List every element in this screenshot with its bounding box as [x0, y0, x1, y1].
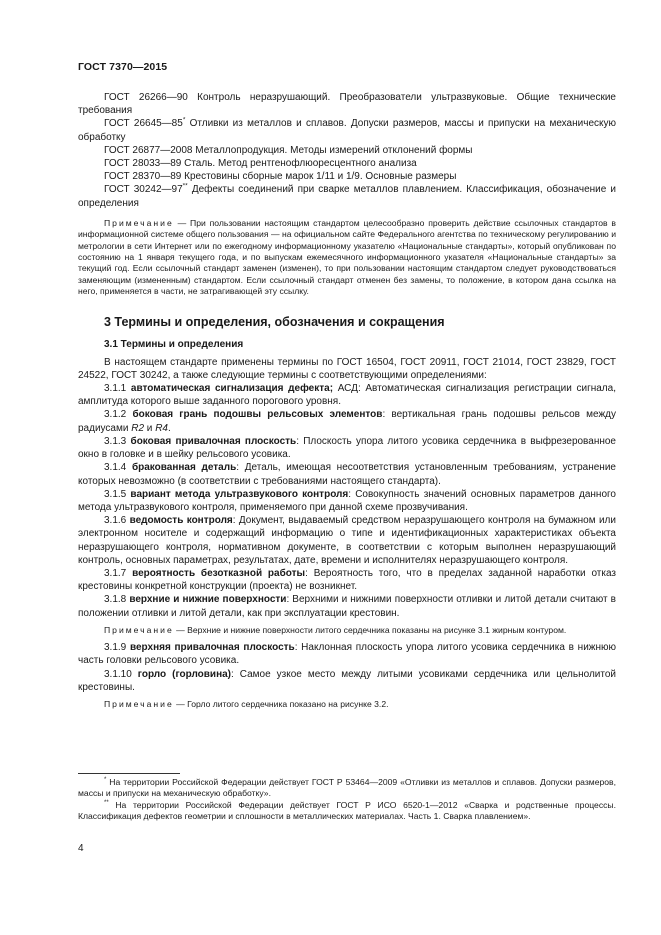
intro-paragraph: В настоящем стандарте применены термины по ГОСТ 16504, ГОСТ 20911, ГОСТ 21014, ГОСТ 23829, ГОСТ 24522, ГОСТ 30242, а также следующие термины с соответствующими определениями: [78, 356, 616, 381]
note-paragraph: Примечание — Горло литого сердечника показано на рисунке 3.2. [104, 698, 389, 709]
term-definition: 3.1.2 боковая грань подошвы рельсовых элементов: вертикальная грань подошвы рельсов между радиусами R2 и R4. [78, 409, 616, 434]
footnote: ** На территории Российской Федерации действует ГОСТ Р ИСО 6520-1—2012 «Сварка и родственные процессы. Классификация дефектов геометрии и сплошности в металлических материалах. Часть 1. Сварка плавлением». [78, 799, 616, 822]
footnote: * На территории Российской Федерации действует ГОСТ Р 53464—2009 «Отливки из металлов и сплавов. Допуски размеров, массы и припуски на механическую обработку». [78, 777, 616, 799]
note-paragraph: Примечание — При пользовании настоящим стандартом целесообразно проверить действие ссылочных стандартов в информационной системе общего пользования — на официальном сайте Федерального агентства по техническому регулированию и метрологии в сети Интернет или по ежегодному информационному указателю «Национальные стандарты», который опубликован по состоянию на 1 января текущего года, и по выпускам ежемесячного информационного указателя «Национальные стандарты» за текущий год. Если ссылочный стандарт заменен (изменен), то при пользовании настоящим стандартом следует руководствоваться заменяющим (измененным) стандартом. Если ссылочный стандарт отменен без замены, то положение, в котором дана ссылка на него, применяется в части, не затрагивающей эту ссылку. [78, 217, 616, 297]
term-definition: 3.1.10 горло (горловина): Самое узкое место между литыми усовиками сердечника или цельнолитой крестовины. [78, 668, 616, 693]
reference-item: ГОСТ 26645—85* Отливки из металлов и сплавов. Допуски размеров, массы и припуски на механическую обработку [78, 117, 616, 143]
reference-item: ГОСТ 26877—2008 Металлопродукция. Методы измерений отклонений формы [104, 144, 473, 156]
page-content [78, 91, 616, 710]
reference-item: ГОСТ 26266—90 Контроль неразрушающий. Преобразователи ультразвуковые. Общие технические требования [78, 92, 616, 117]
reference-item: ГОСТ 28370—89 Крестовины сборные марок 1/11 и 1/9. Основные размеры [104, 171, 457, 183]
document-header: ГОСТ 7370—2015 [78, 61, 168, 73]
footnote-mark: * [182, 117, 186, 125]
section-title: 3 Термины и определения, обозначения и сокращения [104, 314, 445, 329]
footnotes [78, 777, 616, 823]
footnote-divider [78, 773, 180, 774]
page-number: 4 [78, 843, 84, 854]
term-definition: 3.1.3 боковая привалочная плоскость: Плоскость упора литого усовика сердечника в выфрезерованное окно в головке и в шейку рельсового усовика. [78, 435, 616, 461]
footnote-mark: ** [182, 183, 188, 191]
term-definition: 3.1.7 вероятность безотказной работы: Вероятность того, что в пределах заданной наработки отказ крестовины конкретной конструкции (проекта) не возникнет. [78, 567, 616, 593]
term-definition: 3.1.5 вариант метода ультразвукового контроля: Совокупность значений основных параметров данного метода ультразвукового контроля, применяемого при данной схеме прозвучивания. [78, 488, 616, 513]
term-definition: 3.1.6 ведомость контроля: Документ, выдаваемый средством неразрушающего контроля на бумажном или электронном носителе и содержащий информацию о типе и идентификационных характеристиках объекта неразрушающего контроля, нормативном документе, в соответствии с которым выполнен неразрушающий контроль, основных параметрах, результатах, дате, времени и исполнителях неразрушающего контроля. [78, 515, 616, 566]
subsection-title: 3.1 Термины и определения [104, 338, 244, 350]
term-definition: 3.1.1 автоматическая сигнализация дефекта; АСД: Автоматическая сигнализация регистрации сигнала, амплитуда которого выше заданного порогового уровня. [78, 383, 616, 408]
term-definition: 3.1.4 бракованная деталь: Деталь, имеющая несоответствия установленным требованиям, устранение которых невозможно (в соответствии с требованиями настоящего стандарта). [78, 462, 616, 487]
reference-item: ГОСТ 28033—89 Сталь. Метод рентгенофлюоресцентного анализа [104, 158, 417, 170]
note-paragraph: Примечание — Верхние и нижние поверхности литого сердечника показаны на рисунке 3.1 жирным контуром. [104, 624, 567, 635]
reference-item: ГОСТ 30242—97** Дефекты соединений при сварке металлов плавлением. Классификация, обозначение и определения [78, 183, 616, 209]
term-definition: 3.1.8 верхние и нижние поверхности: Верхними и нижними поверхности отливки и литой детали считают в положении отливки и литой детали, как при эксплуатации крестовин. [78, 594, 616, 619]
term-definition: 3.1.9 верхняя привалочная плоскость: Наклонная плоскость упора литого усовика сердечника в нижнюю часть головки рельсового усовика. [78, 642, 616, 667]
